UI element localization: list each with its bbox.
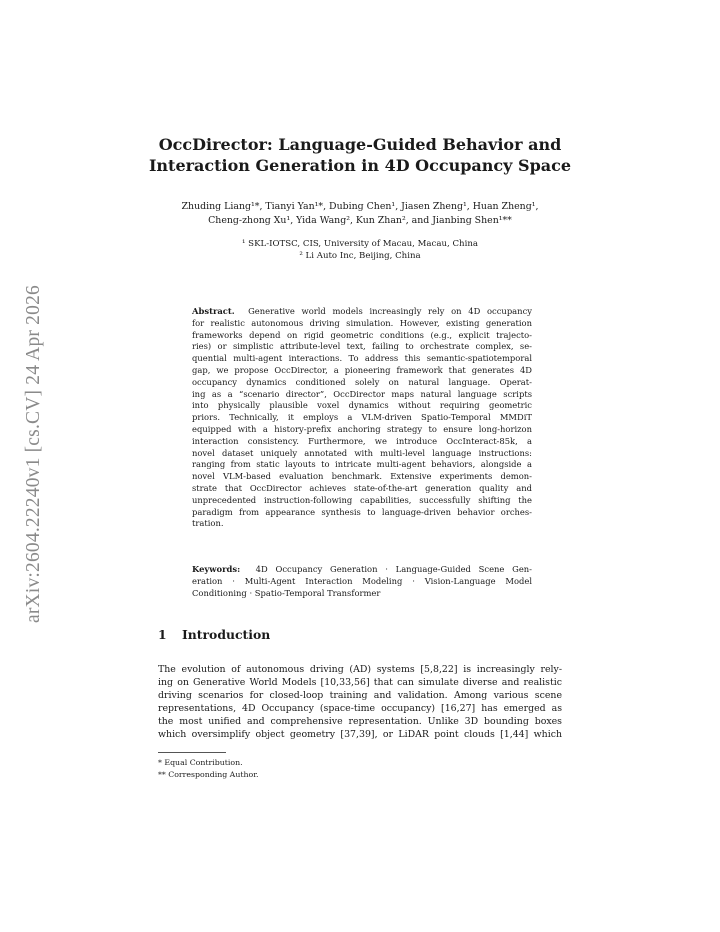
section-number: 1 — [158, 627, 167, 642]
intro-line: ing on Generative World Models [10,33,56] that can simulate diverse and realistic — [158, 677, 562, 688]
section-title: Introduction — [182, 627, 271, 642]
abstract-line: tration. — [192, 518, 224, 529]
affiliations — [100, 238, 620, 262]
keywords — [192, 564, 532, 599]
affiliation-2: ² Li Auto Inc, Beijing, China — [299, 251, 421, 261]
intro-line: The evolution of autonomous driving (AD) systems [5,8,22] is increasingly rely- — [158, 664, 562, 675]
section-heading — [158, 627, 270, 642]
footnote-corresponding-author: ** Corresponding Author. — [158, 769, 259, 779]
intro-line: the most unified and comprehensive representation. Unlike 3D bounding boxes — [158, 716, 562, 727]
keywords-line-text: 4D Occupancy Generation · Language-Guided Scene Gen- — [255, 564, 533, 574]
keywords-line: eration · Multi-Agent Interaction Modeling · Vision-Language Model — [192, 575, 532, 586]
abstract-line: into physically plausible voxel dynamics without requiring geometric — [192, 400, 532, 411]
abstract-line: for realistic autonomous driving simulation. However, existing generation — [192, 317, 532, 328]
intro-line: driving scenarios for closed-loop training and validation. Among various scene — [158, 690, 562, 701]
abstract-line — [192, 306, 532, 318]
abstract-line-text: Generative world models increasingly rely on 4D occupancy — [248, 306, 532, 316]
abstract-line: quential multi-agent interactions. To address this semantic-spatiotemporal — [192, 353, 532, 364]
abstract-line: strate that OccDirector achieves state-of-the-art generation quality and — [192, 482, 532, 493]
abstract-line: gap, we propose OccDirector, a pioneering framework that generates 4D — [192, 364, 532, 375]
intro-paragraph — [158, 663, 562, 741]
paper-title — [0, 134, 720, 176]
abstract-label: Abstract. — [192, 306, 235, 316]
abstract-line: paradigm from appearance synthesis to language-driven behavior orches- — [192, 506, 532, 517]
intro-line: which oversimplify object geometry [37,39], or LiDAR point clouds [1,44] which — [158, 729, 562, 740]
footnote-rule — [158, 752, 226, 753]
intro-line: representations, 4D Occupancy (space-time occupancy) [16,27] has emerged as — [158, 703, 562, 714]
abstract-line: unprecedented instruction-following capabilities, successfully shifting the — [192, 494, 532, 505]
footnote-equal-contribution: * Equal Contribution. — [158, 758, 243, 767]
abstract-line: ries) or simplistic attribute-level text, failing to orchestrate complex, se- — [192, 341, 532, 352]
abstract-line: novel dataset uniquely annotated with multi-level language instructions: — [192, 447, 532, 458]
keywords-line: Conditioning · Spatio-Temporal Transformer — [192, 587, 381, 598]
arxiv-identifier: arXiv:2604.22240v1 [cs.CV] 24 Apr 2026 — [23, 285, 44, 623]
abstract-line: occupancy dynamics conditioned solely on natural language. Operat- — [192, 376, 532, 387]
keywords-line — [192, 564, 532, 576]
footnotes — [158, 757, 259, 780]
authors-line-1: Zhuding Liang¹*, Tianyi Yan¹*, Dubing Chen¹, Jiasen Zheng¹, Huan Zheng¹, — [181, 201, 539, 212]
abstract-line: ranging from static layouts to intricate multi-agent behaviors, alongside a — [192, 459, 532, 470]
abstract-line: equipped with a history-prefix anchoring strategy to ensure long-horizon — [192, 423, 532, 434]
title-line-1: OccDirector: Language-Guided Behavior and — [158, 135, 562, 154]
authors-line-2: Cheng-zhong Xu¹, Yida Wang², Kun Zhan², and Jianbing Shen¹** — [208, 215, 512, 226]
keywords-label: Keywords: — [192, 564, 241, 574]
abstract-line: interaction consistency. Furthermore, we introduce OccInteract-85k, a — [192, 435, 532, 446]
abstract-line: priors. Technically, it employs a VLM-driven Spatio-Temporal MMDiT — [192, 412, 532, 423]
title-line-2: Interaction Generation in 4D Occupancy Space — [148, 156, 572, 175]
affiliation-1: ¹ SKL-IOTSC, CIS, University of Macau, Macau, China — [242, 239, 478, 249]
author-list — [100, 200, 620, 228]
abstract-line: novel VLM-based evaluation benchmark. Extensive experiments demon- — [192, 471, 532, 482]
abstract-line: ing as a “scenario director”, OccDirector maps natural language scripts — [192, 388, 532, 399]
abstract — [192, 306, 532, 530]
abstract-line: frameworks depend on rigid geometric conditions (e.g., explicit trajecto- — [192, 329, 532, 340]
